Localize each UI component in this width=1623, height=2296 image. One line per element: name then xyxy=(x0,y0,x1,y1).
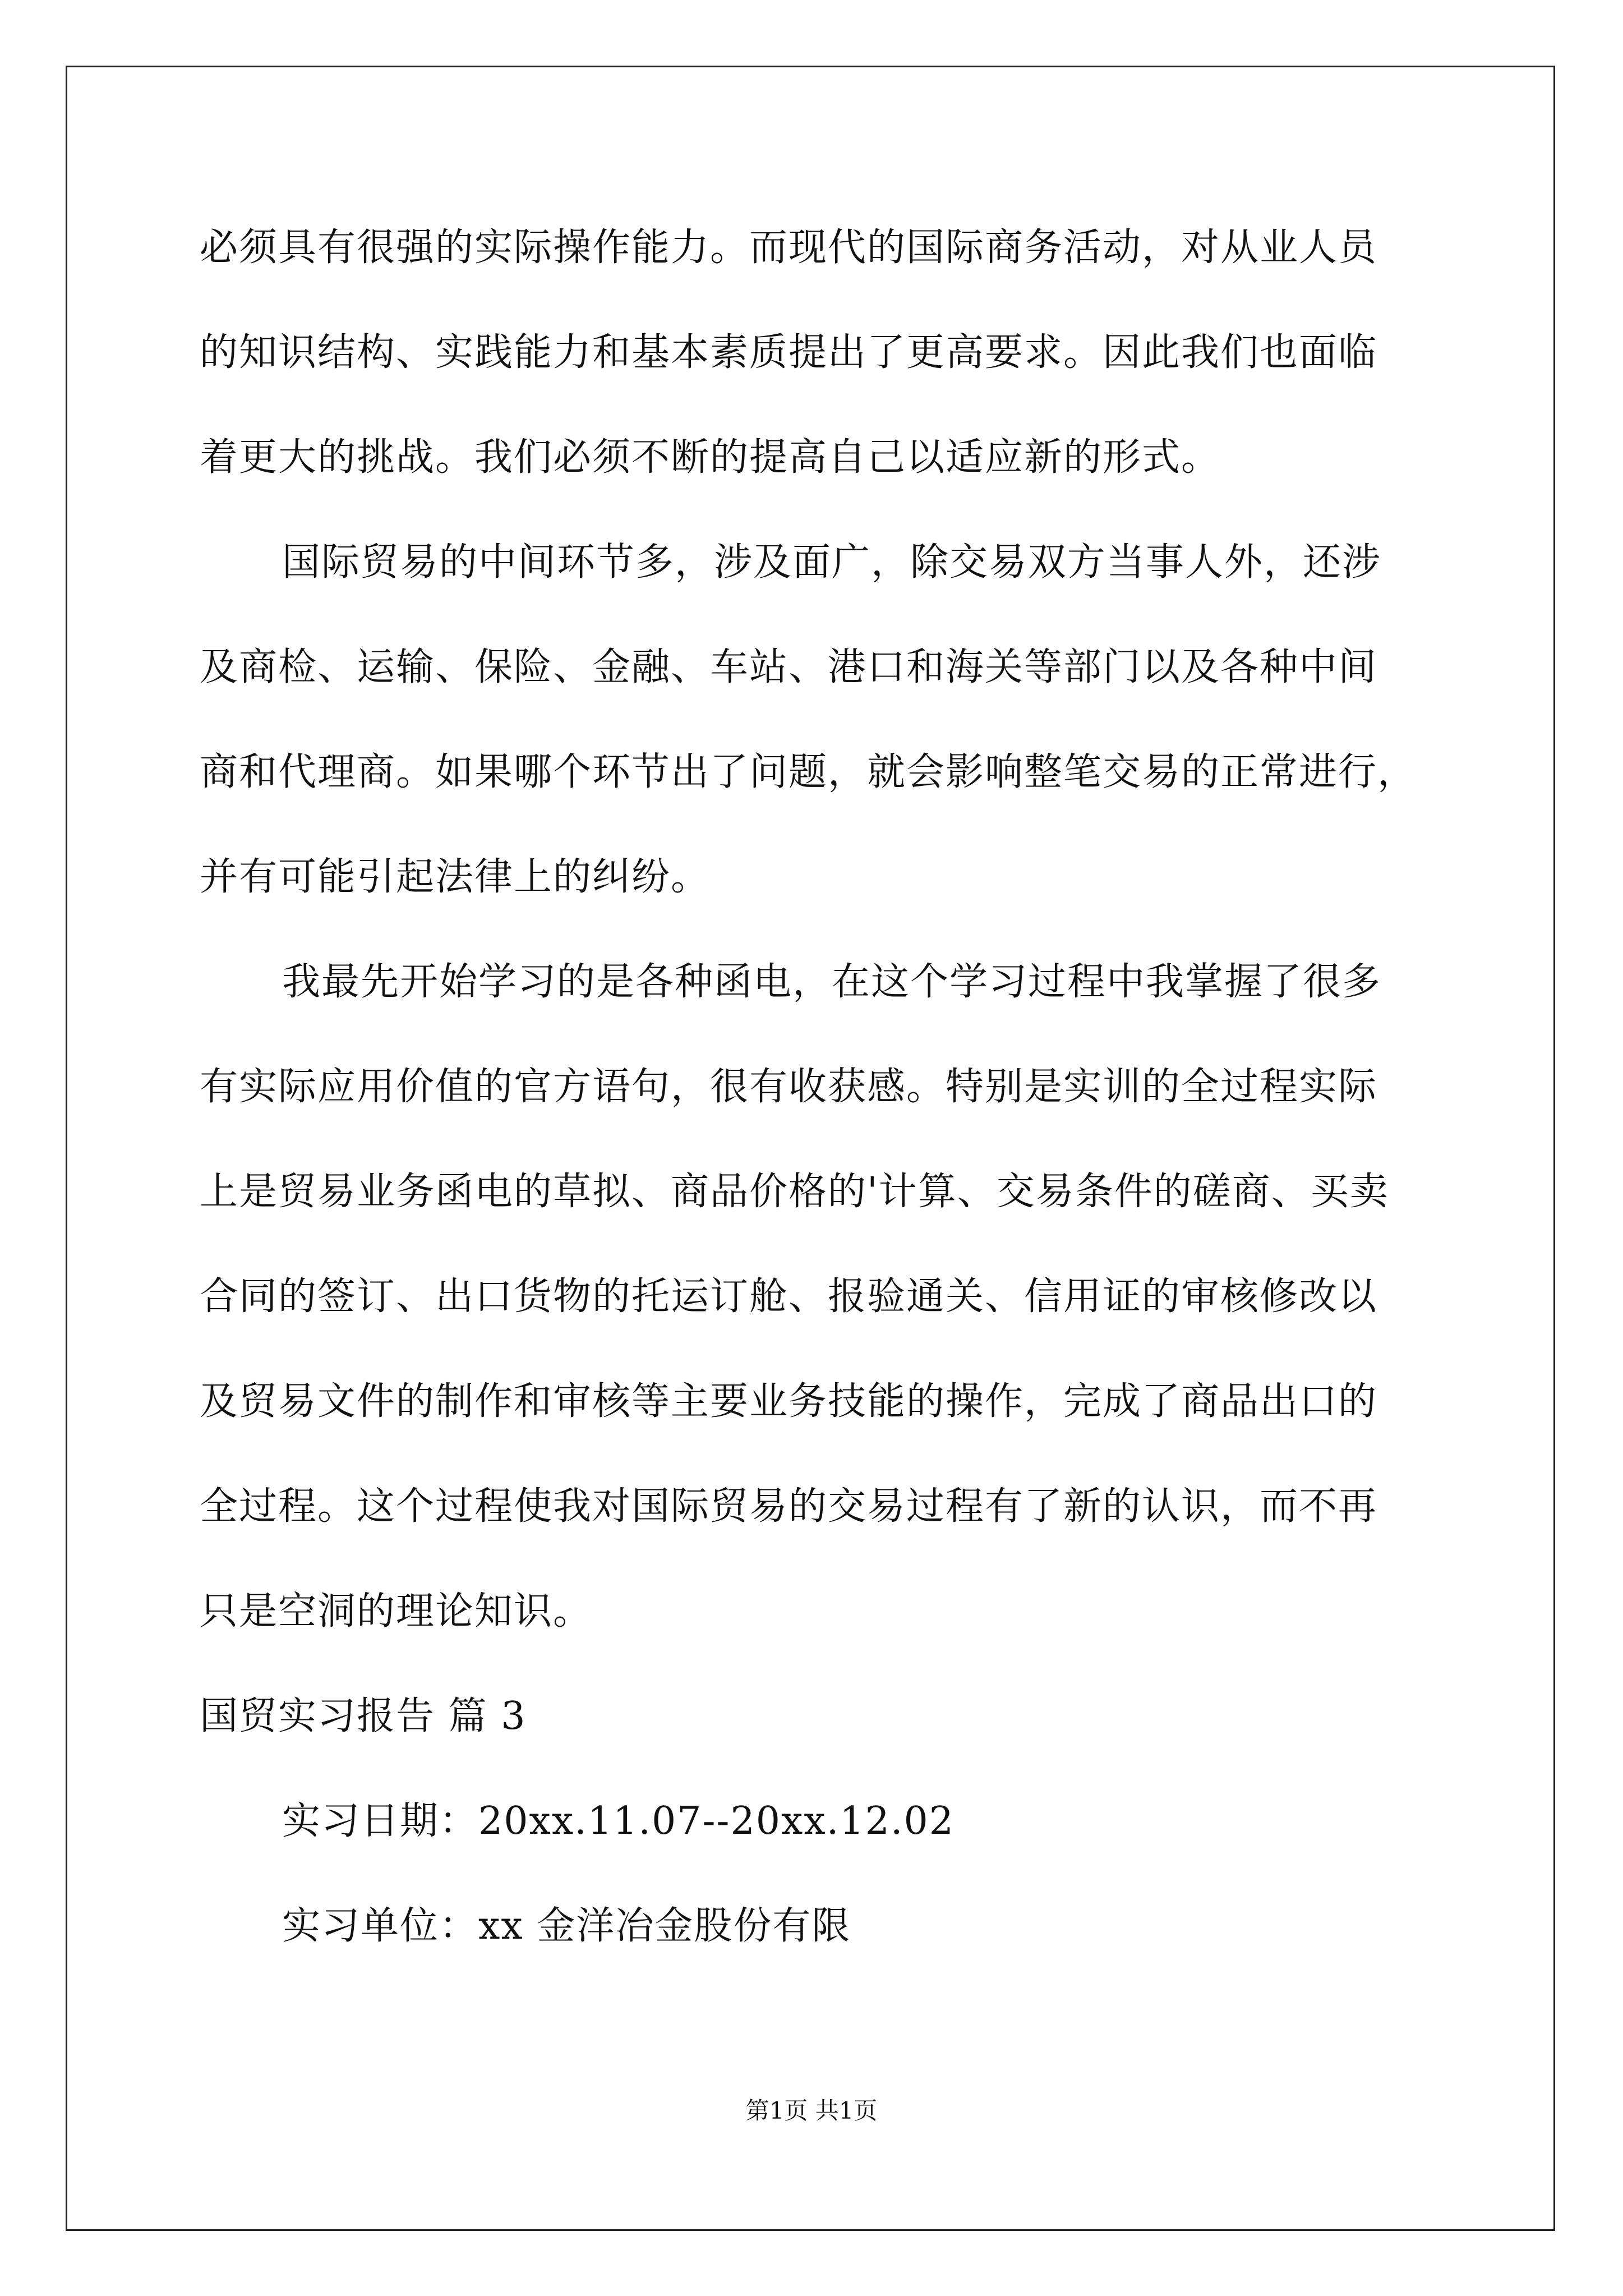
paragraph-line: 着更大的挑战。我们必须不断的提高自己以适应新的形式。 xyxy=(200,435,1221,480)
internship-unit: 实习单位：xx 金洋冶金股份有限 xyxy=(282,1904,851,1948)
paragraph-line: 及贸易文件的制作和审核等主要业务技能的操作，完成了商品出口的 xyxy=(200,1379,1378,1424)
paragraph-line: 全过程。这个过程使我对国际贸易的交易过程有了新的认识，而不再 xyxy=(200,1484,1378,1529)
internship-date: 实习日期：20xx.11.07--20xx.12.02 xyxy=(282,1799,955,1843)
paragraph-line: 我最先开始学习的是各种函电，在这个学习过程中我掌握了很多 xyxy=(282,960,1382,1004)
section-heading: 国贸实习报告 篇 3 xyxy=(200,1694,527,1738)
paragraph-line: 并有可能引起法律上的纠纷。 xyxy=(200,855,711,899)
paragraph-line: 及商检、运输、保险、金融、车站、港口和海关等部门以及各种中间 xyxy=(200,645,1378,689)
paragraph-line: 只是空洞的理论知识。 xyxy=(200,1589,593,1634)
paragraph-line: 合同的签订、出口货物的托运订舱、报验通关、信用证的审核修改以 xyxy=(200,1274,1378,1319)
paragraph-line: 必须具有很强的实际操作能力。而现代的国际商务活动，对从业人员 xyxy=(200,226,1378,270)
paragraph-line: 的知识结构、实践能力和基本素质提出了更高要求。因此我们也面临 xyxy=(200,330,1378,375)
paragraph-line: 有实际应用价值的官方语句，很有收获感。特别是实训的全过程实际 xyxy=(200,1065,1378,1109)
page-footer: 第1页 共1页 xyxy=(745,2097,878,2124)
paragraph-line: 国际贸易的中间环节多，涉及面广，除交易双方当事人外，还涉 xyxy=(282,540,1382,585)
paragraph-line: 商和代理商。如果哪个环节出了问题，就会影响整笔交易的正常进行， xyxy=(200,750,1417,794)
paragraph-line: 上是贸易业务函电的草拟、商品价格的'计算、交易条件的磋商、买卖 xyxy=(200,1170,1389,1214)
